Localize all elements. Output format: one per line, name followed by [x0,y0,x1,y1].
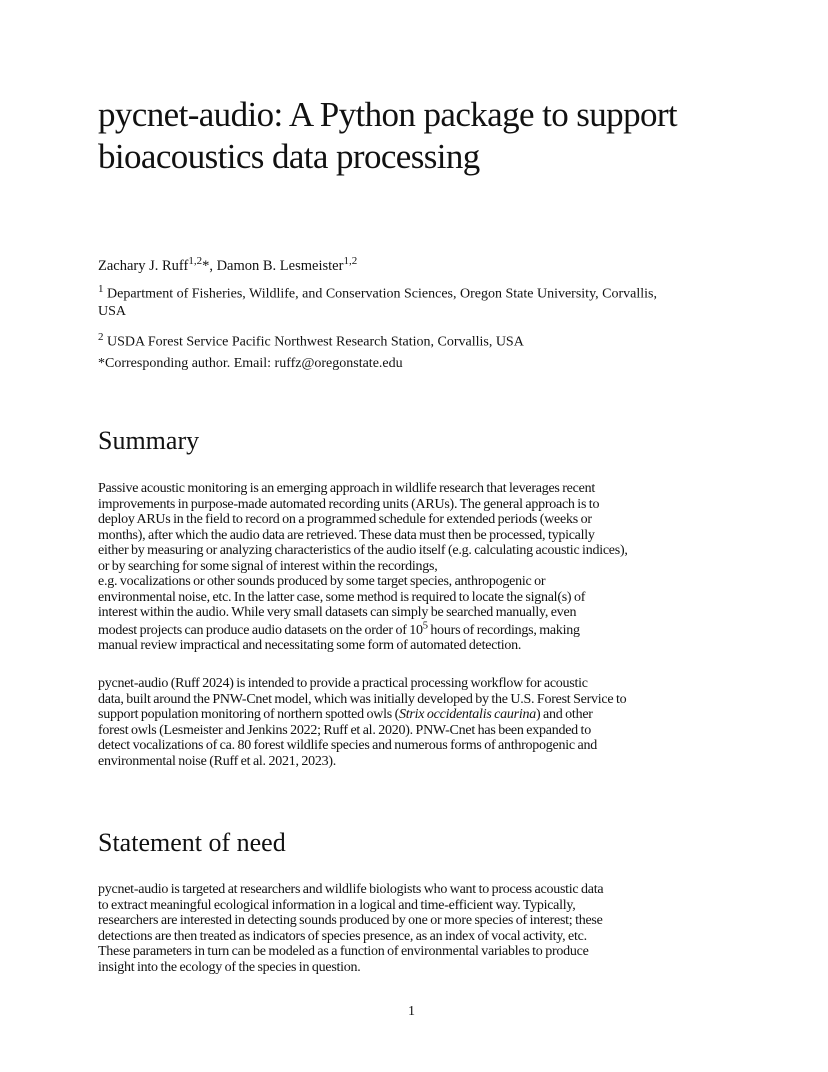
affiliation-2-number: 2 [98,331,104,343]
text-line: forest owls (Lesmeister and Jenkins 2022; Ruff et al. 2020). PNW-Cnet has been expanded to [98,722,591,738]
text-line [98,707,748,723]
text-segment: modest projects can produce audio datasets on the order of 10 [98,622,423,638]
page-number: 1 [408,1004,415,1019]
affiliation-1-text: Department of Fisheries, Wildlife, and Conservation Sciences, Oregon State University, Corvallis, [107,286,657,302]
text-segment: hours of recordings, making [427,622,580,638]
affiliation-1 [98,281,748,320]
text-line: or by searching for some signal of interest within the recordings, [98,558,438,574]
author-ruff: Zachary J. Ruff [98,257,189,274]
author-lesmeister: Damon B. Lesmeister [216,257,344,274]
author-list [98,252,357,275]
text-line: These parameters in turn can be modeled as a function of environmental variables to produce [98,944,589,959]
summary-paragraph-1 [98,481,748,654]
statement-of-need-heading: Statement of need [98,828,286,857]
summary-heading: Summary [98,426,200,455]
title-line-2: bioacoustics data processing [98,137,480,176]
text-line: detections are then treated as indicators of species presence, as an index of vocal activity, etc. [98,928,587,944]
text-line [98,619,748,639]
text-segment: support population monitoring of northern spotted owls ( [98,707,400,722]
text-segment: ) and other [536,707,593,722]
text-line: data, built around the PNW-Cnet model, which was initially developed by the U.S. Forest Service to [98,691,627,707]
text-line: months), after which the audio data are retrieved. These data must then be processed, typically [98,527,595,543]
author-ruff-affiliation: 1,2 [188,255,203,267]
title-line-1: pycnet-audio: A Python package to support [98,95,678,134]
corresponding-author: *Corresponding author. Email: ruffz@oregonstate.edu [98,356,403,371]
statement-of-need-paragraph [98,882,748,975]
text-line: either by measuring or analyzing characteristics of the audio itself (e.g. calculating acoustic indices), [98,543,628,558]
text-line: improvements in purpose-made automated recording units (ARUs). The general approach is to [98,496,600,512]
text-line: pycnet-audio (Ruff 2024) is intended to provide a practical processing workflow for acoustic [98,676,588,691]
text-line: insight into the ecology of the species in question. [98,959,361,975]
text-line: e.g. vocalizations or other sounds produced by some target species, anthropogenic or [98,574,546,589]
affiliation-1-number: 1 [98,283,104,295]
text-line: Passive acoustic monitoring is an emerging approach in wildlife research that leverages recent [98,481,595,496]
author-separator: , [209,257,217,274]
affiliation-2 [98,329,748,351]
author-lesmeister-affiliation: 1,2 [343,255,358,267]
affiliation-1-country: USA [98,303,127,319]
affiliation-2-text: USDA Forest Service Pacific Northwest Research Station, Corvallis, USA [107,334,524,350]
text-line: to extract meaningful ecological information in a logical and time-efficient way. Typically, [98,897,576,913]
text-line: manual review impractical and necessitating some form of automated detection. [98,638,522,653]
paper-title [98,94,738,178]
text-line: environmental noise (Ruff et al. 2021, 2023). [98,753,337,769]
text-line: pycnet-audio is targeted at researchers and wildlife biologists who want to process acoustic data [98,882,604,897]
corresponding-mark: * [202,257,210,274]
text-line: environmental noise, etc. In the latter case, some method is required to locate the signal(s) of [98,589,586,605]
species-name: Strix occidentalis caurina [399,707,536,722]
text-line: detect vocalizations of ca. 80 forest wildlife species and numerous forms of anthropogenic and [98,738,597,753]
exponent: 5 [422,619,428,631]
text-line: researchers are interested in detecting sounds produced by one or more species of interest; these [98,913,603,928]
text-line: interest within the audio. While very small datasets can simply be searched manually, even [98,605,577,620]
summary-paragraph-2 [98,676,748,769]
text-line: deploy ARUs in the field to record on a programmed schedule for extended periods (weeks or [98,512,592,527]
